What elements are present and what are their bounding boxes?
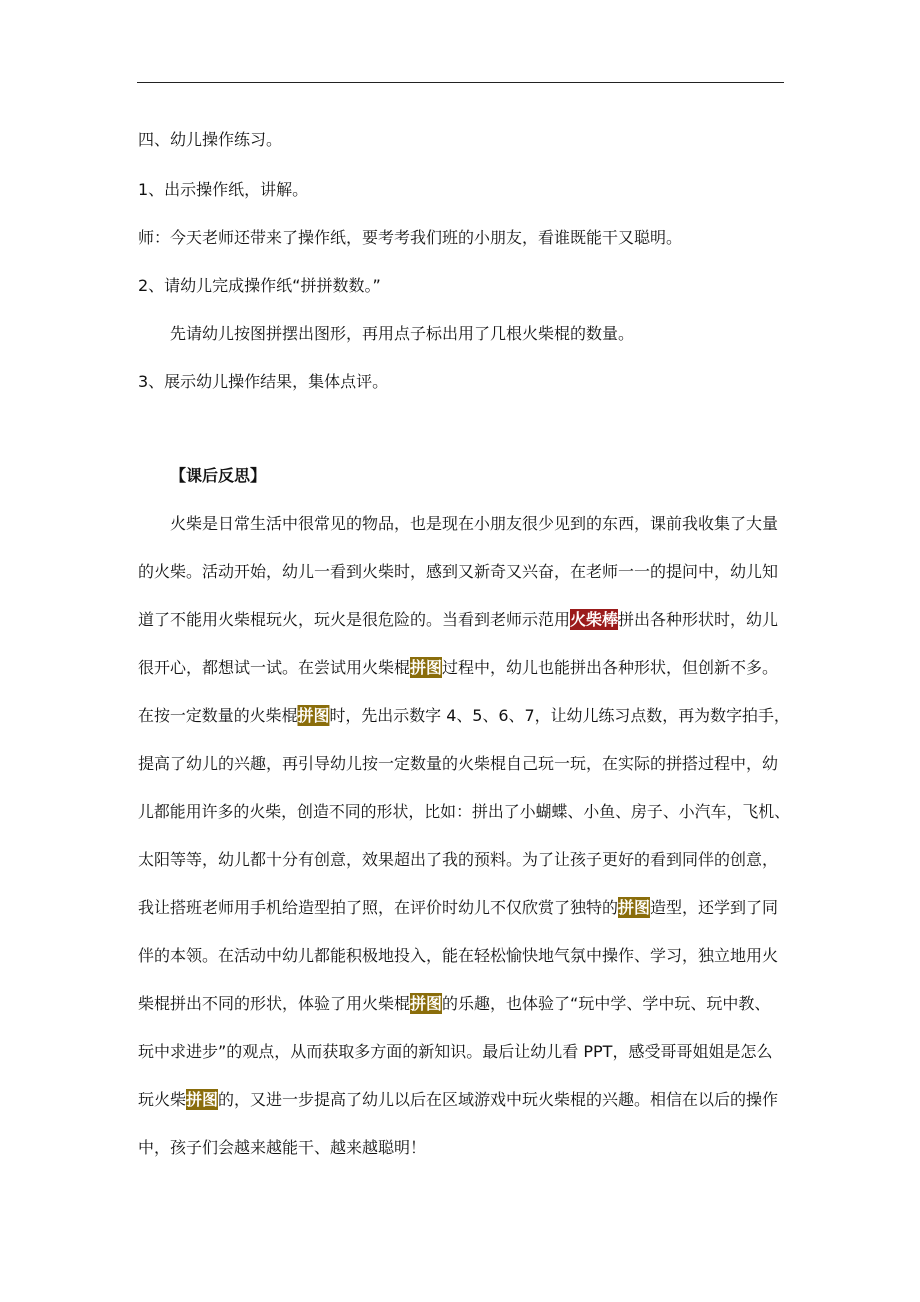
text-run: 我让搭班老师用手机给造型拍了照，在评价时幼儿不仅欣赏了独特的 [138,898,619,917]
step-2: 2、请幼儿完成操作纸“拼拼数数。” [138,276,381,295]
text-run: 太阳等等，幼儿都十分有创意，效果超出了我的预料。为了让孩子更好的看到同伴的创意， [138,850,779,869]
reflection-line [138,992,770,1016]
text-run: 时，先出示数字 4、5、6、7，让幼儿练习点数，再为数字拍手， [329,706,790,725]
text-run: 玩中求进步”的观点，从而获取多方面的新知识。最后让幼儿看 PPT，感受哥哥姐姐是怎么 [138,1042,773,1061]
highlight-keyword[interactable]: 火柴棒 [570,610,619,629]
text-run: 很开心，都想试一试。在尝试用火柴棍 [138,658,411,677]
section-title: 四、幼儿操作练习。 [138,130,283,149]
reflection-line [138,560,778,584]
highlight-keyword[interactable]: 拼图 [618,898,651,917]
text-run: 过程中，幼儿也能拼出各种形状，但创新不多。 [442,658,779,677]
reflection-line [138,656,778,680]
text-run: 在按一定数量的火柴棍 [138,706,298,725]
text-run: 造型，还学到了同 [650,898,779,917]
text-run: 的火柴。活动开始，幼儿一看到火柴时，感到又新奇又兴奋，在老师一一的提问中，幼儿知 [138,562,779,581]
text-run: 儿都能用许多的火柴，创造不同的形状，比如：拼出了小蝴蝶、小鱼、房子、小汽车，飞机、 [138,802,791,821]
text-run: 伴的本领。在活动中幼儿都能积极地投入，能在轻松愉快地气氛中操作、学习，独立地用火 [138,946,779,965]
highlight-keyword[interactable]: 拼图 [410,994,443,1013]
reflection-line [138,608,778,632]
teacher-line: 师：今天老师还带来了操作纸，要考考我们班的小朋友，看谁既能干又聪明。 [138,228,683,247]
reflection-line [138,704,790,728]
text-run: 的，又进一步提高了幼儿以后在区域游戏中玩火柴棍的兴趣。相信在以后的操作 [218,1090,779,1109]
header-rule [137,82,784,83]
reflection-line [138,1136,426,1160]
text-run: 拼出各种形状时，幼儿 [618,610,779,629]
reflection-heading: 【课后反思】 [170,466,267,485]
highlight-keyword[interactable]: 拼图 [297,706,330,725]
reflection-line [138,1040,772,1064]
step-1: 1、出示操作纸，讲解。 [138,180,309,199]
reflection-line [138,944,778,968]
text-run: 提高了幼儿的兴趣，再引导幼儿按一定数量的火柴棍自己玩一玩，在实际的拼搭过程中，幼 [138,754,779,773]
highlight-keyword[interactable]: 拼图 [186,1090,219,1109]
instruction-line: 先请幼儿按图拼摆出图形，再用点子标出用了几根火柴棍的数量。 [170,324,635,343]
reflection-line [170,512,778,536]
reflection-line [138,752,778,776]
highlight-keyword[interactable]: 拼图 [410,658,443,677]
text-run: 柴棍拼出不同的形状，体验了用火柴棍 [138,994,411,1013]
text-run: 玩火柴 [138,1090,187,1109]
step-3: 3、展示幼儿操作结果，集体点评。 [138,372,389,391]
text-run: 中，孩子们会越来越能干、越来越聪明！ [138,1138,427,1157]
text-run: 的乐趣，也体验了“玩中学、学中玩、玩中教、 [442,994,771,1013]
reflection-line [138,896,778,920]
reflection-line [138,1088,778,1112]
reflection-line [138,848,778,872]
text-run: 火柴是日常生活中很常见的物品，也是现在小朋友很少见到的东西，课前我收集了大量 [170,514,779,533]
text-run: 道了不能用火柴棍玩火，玩火是很危险的。当看到老师示范用 [138,610,571,629]
reflection-line [138,800,790,824]
